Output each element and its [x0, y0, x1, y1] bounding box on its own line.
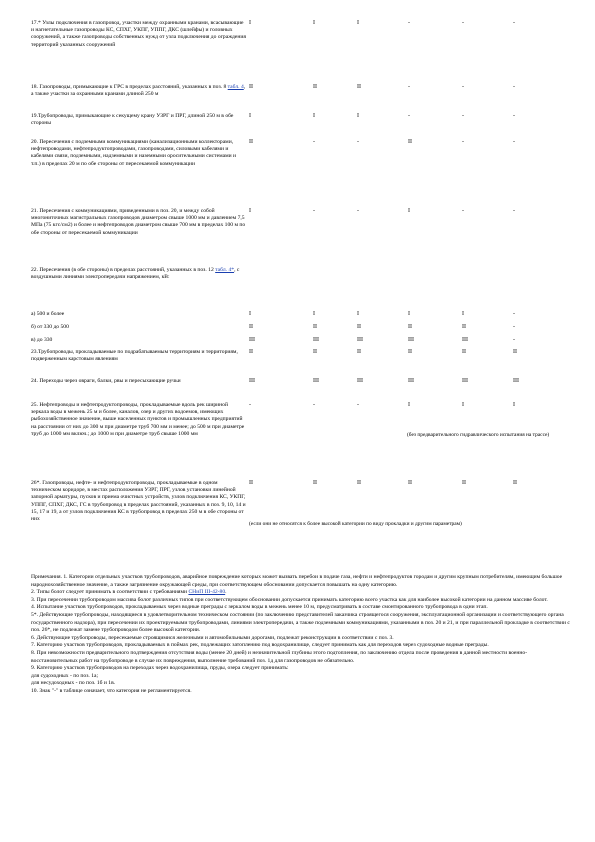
- row-description: [31, 84, 246, 98]
- category-cell: I: [408, 311, 410, 317]
- note-10: 10. Знак "-" в таблице означает, что категория не регламентируется.: [31, 687, 192, 694]
- category-cell: III: [357, 337, 363, 343]
- row-description: [31, 378, 246, 385]
- category-cell: III: [249, 378, 255, 384]
- category-cell: -: [313, 139, 315, 145]
- row-description: [31, 208, 246, 237]
- table-reference-link[interactable]: табл. 4*: [215, 267, 235, 273]
- category-cell: I: [462, 311, 464, 317]
- category-cell: II: [249, 324, 253, 330]
- row-description: [31, 113, 246, 127]
- row-description-text: 23.Трубопроводы, прокладываемые по подрабатываемым территориям и территориям, подверженным карстовым явлениям: [31, 349, 238, 363]
- row-description-text: 18. Газопроводы, примыкающие к ГРС в пределах расстояний, указанных в поз. 8: [31, 84, 228, 90]
- category-cell: I: [313, 20, 315, 26]
- category-cell: -: [462, 139, 464, 145]
- row-side-note: (без предварительного гидравлического испытания на трассе): [407, 432, 550, 438]
- category-cell: -: [513, 208, 515, 214]
- row-description-tail: , с воздушными линиями электропередачи напряжением, кВ:: [31, 267, 240, 281]
- category-cell: I: [249, 311, 251, 317]
- note-9a: для судоходных - по поз. 1а;: [31, 672, 99, 679]
- category-cell: I: [249, 20, 251, 26]
- category-cell: II: [357, 324, 361, 330]
- category-cell: -: [408, 20, 410, 26]
- category-cell: -: [313, 208, 315, 214]
- row-description-text: 17.* Узлы подключения в газопровод, участки между охранными кранами, всасывающие и нагнетательные газопроводы КС, СПХГ, УКПГ, УППГ, ДКС (шлейфы) и головных сооружений, а также газопроводы собственных нужд от узла подключения до ограждения территорий указанных сооружений: [31, 20, 246, 48]
- row-description-text: 25. Нефтепроводы и нефтепродуктопроводы, прокладываемые вдоль рек шириной зеркала воды в межень 25 м и более, каналов, озер и других водоемов, имеющих рыбохозяйственное значение, выше населенных пунктов и промышленных предприятий на расстоянии от них до 300 м при диаметре труб 700 мм и менее; до 500 м при диаметре труб до 1000 мм включ.; до 1000 м при диаметре труб свыше 1000 мм: [31, 402, 245, 437]
- category-cell: II: [313, 324, 317, 330]
- row-description-tail: , а также участки за охранными кранами длиной 250 м: [31, 84, 246, 98]
- row-description-text: 20. Пересечения с подземными коммуникациями (канализационными коллекторами, нефтепроводами, нефтепродуктопроводами, газопроводами, силовыми кабелями и кабелями связи, подземными, надземными и наземными оросительными системами и т.п.) в пределах 20 м по обе стороны от пересекаемой коммуникации: [31, 139, 236, 167]
- category-cell: III: [462, 337, 468, 343]
- category-cell: -: [462, 84, 464, 90]
- row-description-text: а) 500 и более: [31, 311, 65, 317]
- note-4: 4. Испытание участков трубопроводов, прокладываемых через водные преграды с зеркалом воды в межень менее 10 м, предусматривать в составе смонтированного трубопровода в одни этап.: [31, 604, 488, 611]
- row-description-text: 26*. Газопроводы, нефте- и нефтепродуктопроводы, прокладываемые в одном техническом коридоре, в местах расположения УЗРГ, ПРГ, узлов установки линейной запорной арматуры, пусков и приема очистных устройств, узлов подключения КС, УКПГ, УППГ, СПХГ, ДКС, ГС в трубопровод в пределах расстояний, указанных в поз. 9, 10, 14 и 15, 17 и 19, а от узлов подключения КС в трубопровод в пределах 250 м в обе стороны от них: [31, 480, 246, 523]
- category-cell: III: [513, 378, 519, 384]
- row-description: [31, 480, 246, 523]
- category-cell: II: [313, 349, 317, 355]
- row-description-text: 21. Пересечения с коммуникациями, приведенными в поз. 20, и между собой многониточных магистральных газопроводов диаметром свыше 1000 мм и давлением 7,5 МПа (75 кгс/см2) и более и нефтепроводов диаметром свыше 700 мм в пределах 100 м по обе стороны от пересекаемой коммуникации: [31, 208, 246, 236]
- category-cell: -: [357, 402, 359, 408]
- category-cell: II: [462, 480, 466, 486]
- table-notes: [31, 574, 571, 696]
- row-description: [31, 20, 246, 49]
- snip-link[interactable]: СНиП III-42-80: [188, 589, 226, 596]
- note-8: 8. При невозможности предварительного подтверждения отсутствия воды (менее 20 дней) и незначительной глубины этого подтопления, по заключению отдела после проведения в данной местности военно-восстановительных работ на трубопроводе в случае их повреждения, выполнение требований поз. 1д для газопроводов не обязательно.: [31, 649, 528, 664]
- note-2: [31, 589, 571, 597]
- row-description: [31, 311, 246, 318]
- category-cell: I: [249, 113, 251, 119]
- category-cell: II: [357, 84, 361, 90]
- category-cell: III: [249, 337, 255, 343]
- category-cell: I: [462, 402, 464, 408]
- row-description-text: 22. Пересечения (в обе стороны) в пределах расстояний, указанных в поз. 12: [31, 267, 216, 273]
- category-cell: -: [357, 208, 359, 214]
- note-2-text: 2. Типы болот следует принимать в соответствии с требованиями: [31, 589, 189, 596]
- category-cell: -: [513, 113, 515, 119]
- category-cell: -: [408, 84, 410, 90]
- category-cell: -: [313, 402, 315, 408]
- category-cell: I: [357, 20, 359, 26]
- category-cell: I: [408, 402, 410, 408]
- note-5: 5*. Действующие трубопроводы, находящиеся в удовлетворительном техническом состоянии (по заключению представителей заказчика строящегося сооружения, эксплуатационной организации и соответствующего органа государственного надзора), при пересечении их проектируемыми трубопроводами, линиями электропередачи, а также подземными коммуникациями, указанными в поз. 20 и 21, и при параллельной прокладке в соответствии с поз. 26*, не подлежат замене трубопроводом более высокой категории.: [31, 611, 570, 634]
- category-cell: -: [513, 324, 515, 330]
- row-description: [31, 267, 246, 281]
- row-description: [31, 402, 246, 438]
- category-cell: II: [313, 480, 317, 486]
- row-description-text: 24. Переходы через овраги, балки, рвы и пересыхающие ручьи: [31, 378, 181, 384]
- category-cell: II: [408, 480, 412, 486]
- category-cell: II: [408, 324, 412, 330]
- category-cell: I: [513, 402, 515, 408]
- note-2-tail: .: [225, 589, 227, 596]
- note-9: 9. Категорию участков трубопроводов на переходах через водохранилища, пруды, озера следует принимать:: [31, 665, 289, 672]
- category-cell: III: [462, 378, 468, 384]
- row-description: [31, 324, 246, 331]
- category-cell: -: [357, 139, 359, 145]
- category-cell: III: [313, 337, 319, 343]
- note-6: 6. Действующие трубопроводы, пересекаемые строящимися железными и автомобильными дорогами, подлежат реконструкции в соответствии с поз. 3.: [31, 634, 394, 641]
- category-cell: I: [249, 208, 251, 214]
- category-cell: III: [408, 337, 414, 343]
- category-cell: II: [249, 139, 253, 145]
- category-cell: -: [462, 208, 464, 214]
- category-cell: -: [513, 337, 515, 343]
- category-cell: I: [408, 208, 410, 214]
- category-cell: I: [313, 113, 315, 119]
- category-cell: II: [408, 349, 412, 355]
- category-cell: -: [249, 402, 251, 408]
- category-cell: II: [408, 139, 412, 145]
- category-cell: III: [357, 378, 363, 384]
- category-cell: -: [513, 139, 515, 145]
- category-cell: -: [408, 113, 410, 119]
- category-cell: -: [513, 311, 515, 317]
- row-description-text: 19.Трубопроводы, примыкающие к секущему крану УЗРГ и ПРГ, длиной 250 м в обе стороны: [31, 113, 234, 127]
- category-cell: II: [462, 324, 466, 330]
- category-cell: II: [313, 84, 317, 90]
- category-cell: III: [408, 378, 414, 384]
- category-cell: II: [249, 84, 253, 90]
- category-cell: II: [357, 480, 361, 486]
- note-7: 7. Категорию участков трубопроводов, прокладываемых в поймах рек, подлежащих затоплению под водохранилище, следует принимать как для переходов через судоходные водные преграды.: [31, 642, 489, 649]
- category-cell: II: [249, 480, 253, 486]
- row-description-text: в) до 330: [31, 337, 53, 343]
- category-cell: -: [462, 20, 464, 26]
- row-side-note: (если они не относятся к более высокой категории по виду прокладки и другим параметрам): [249, 521, 462, 527]
- row-description-text: б) от 330 до 500: [31, 324, 69, 330]
- note-3: 3. При пересечении трубопроводом массива болот различных типов при соответствующем обосновании допускается принимать категорию всего участка как для наиболее высокой категории на данном массиве болот.: [31, 596, 548, 603]
- category-cell: -: [513, 20, 515, 26]
- category-cell: II: [513, 349, 517, 355]
- note-9b: для несудоходных - по поз. 1б и 1в.: [31, 680, 116, 687]
- category-cell: I: [357, 113, 359, 119]
- category-cell: -: [513, 84, 515, 90]
- category-cell: -: [462, 113, 464, 119]
- row-description: [31, 337, 246, 344]
- category-cell: II: [357, 349, 361, 355]
- category-cell: III: [313, 378, 319, 384]
- category-cell: II: [462, 349, 466, 355]
- category-cell: I: [313, 311, 315, 317]
- row-description: [31, 349, 246, 363]
- category-cell: I: [357, 311, 359, 317]
- row-description: [31, 139, 246, 168]
- note-1: Примечания. 1. Категории отдельных участков трубопроводов, аварийное повреждение которых может вызвать перебои в подаче газа, нефти и нефтепродуктов городам и другим крупным потребителям, имеющим большое народнохозяйственное значение, а также загрязнение окружающей среды, при соответствующем обосновании допускается повышать на одну категорию.: [31, 574, 563, 588]
- category-cell: II: [249, 349, 253, 355]
- table-reference-link[interactable]: табл. 4: [227, 84, 244, 90]
- category-cell: II: [513, 480, 517, 486]
